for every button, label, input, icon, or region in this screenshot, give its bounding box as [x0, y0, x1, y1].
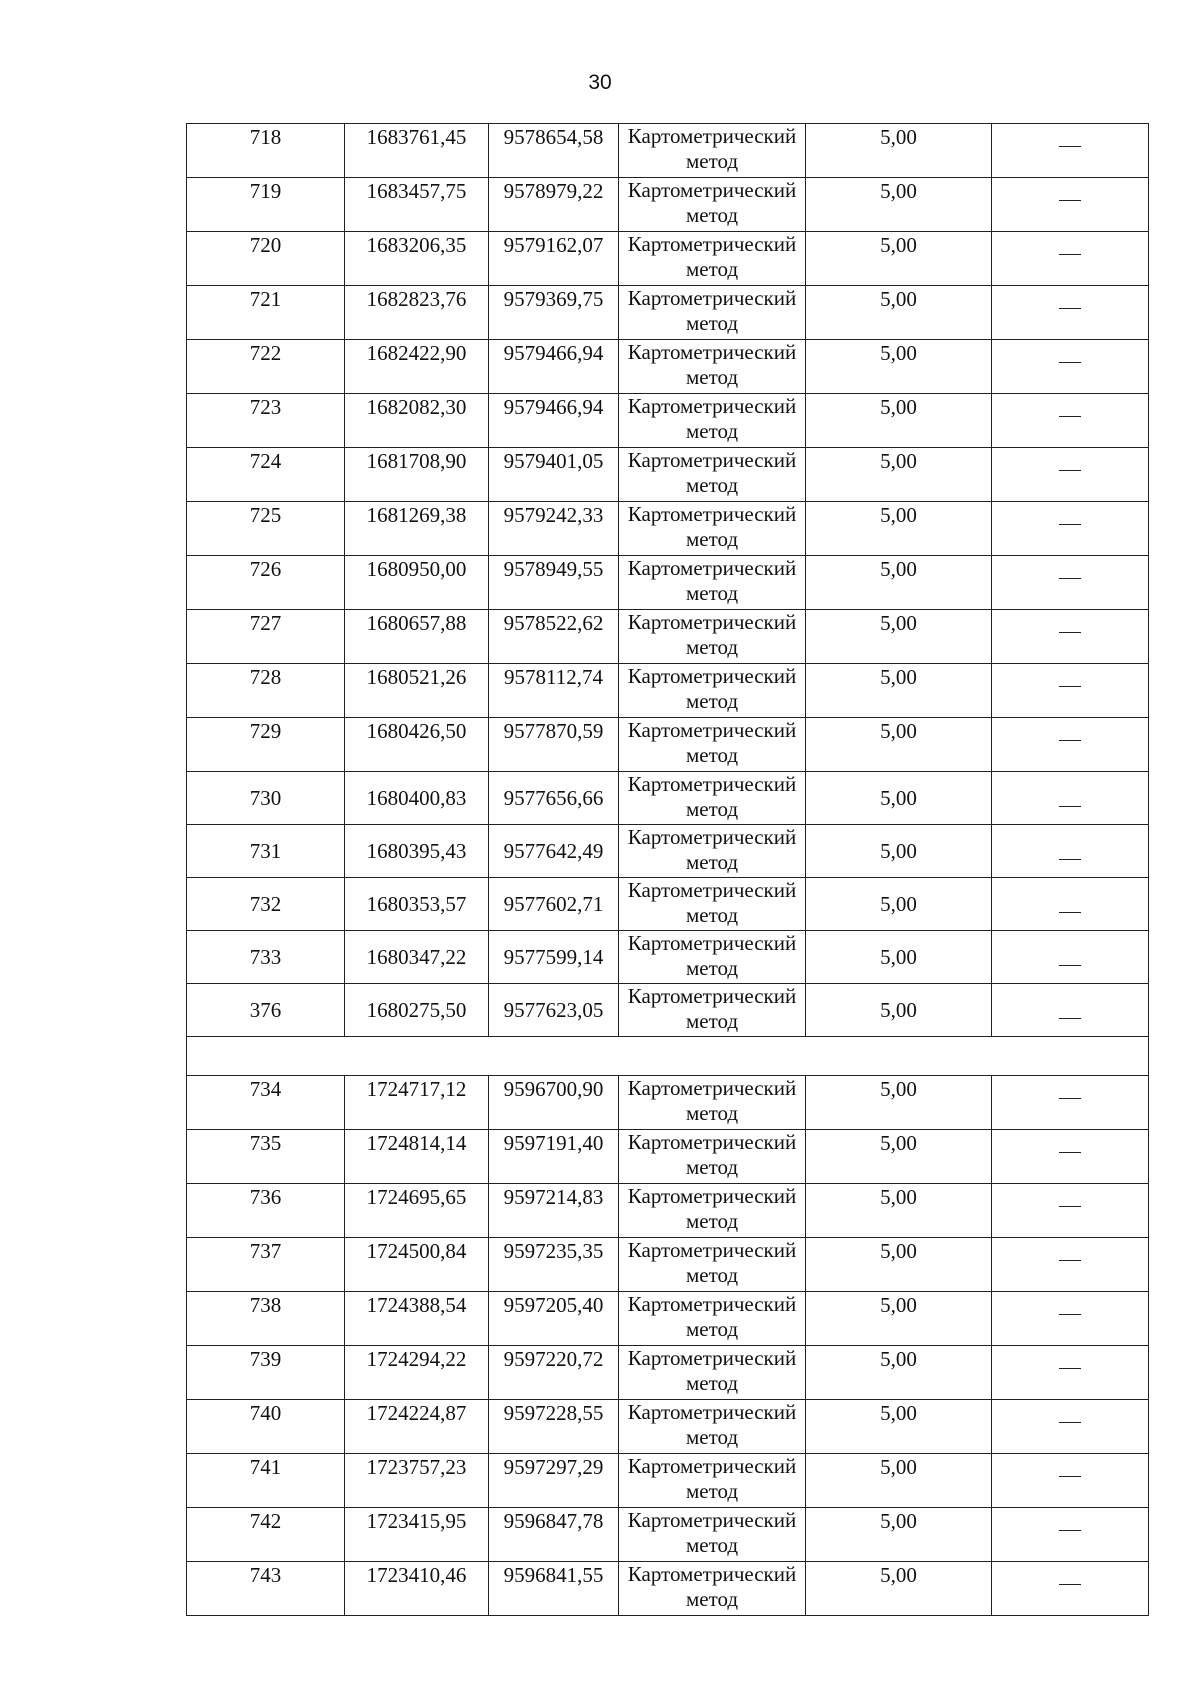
extra-cell	[992, 931, 1149, 984]
accuracy-cell: 5,00	[806, 124, 992, 178]
method-line-1: Картометрический	[627, 610, 797, 634]
table-row	[187, 878, 1149, 931]
dash-mark	[1059, 1018, 1081, 1019]
accuracy-cell: 5,00	[806, 556, 992, 610]
point-number-cell: 741	[187, 1454, 345, 1508]
accuracy-cell: 5,00	[806, 1346, 992, 1400]
method-line-1: Картометрический	[627, 1076, 797, 1100]
point-number-cell: 726	[187, 556, 345, 610]
table-row	[187, 1076, 1149, 1130]
extra-cell	[992, 178, 1149, 232]
x-coordinate-cell: 1680426,50	[345, 718, 489, 772]
table-row	[187, 772, 1149, 825]
method-cell	[619, 664, 806, 718]
extra-cell	[992, 1454, 1149, 1508]
method-line-2: метод	[685, 473, 739, 497]
accuracy-cell: 5,00	[806, 664, 992, 718]
method-cell	[619, 502, 806, 556]
extra-cell	[992, 232, 1149, 286]
method-line-2: метод	[685, 419, 739, 443]
point-number-cell: 742	[187, 1508, 345, 1562]
table-row	[187, 931, 1149, 984]
method-line-1: Картометрический	[627, 772, 797, 796]
table-row	[187, 1130, 1149, 1184]
table-row	[187, 984, 1149, 1037]
method-cell	[619, 931, 806, 984]
table-row	[187, 502, 1149, 556]
extra-cell	[992, 1184, 1149, 1238]
dash-mark	[1059, 632, 1081, 633]
x-coordinate-cell: 1724500,84	[345, 1238, 489, 1292]
method-cell	[619, 1292, 806, 1346]
extra-cell	[992, 502, 1149, 556]
point-number-cell: 727	[187, 610, 345, 664]
point-number-cell: 719	[187, 178, 345, 232]
extra-cell	[992, 1238, 1149, 1292]
method-line-2: метод	[685, 1101, 739, 1125]
contour-separator-cell	[187, 1037, 1149, 1076]
accuracy-cell: 5,00	[806, 878, 992, 931]
method-line-2: метод	[685, 635, 739, 659]
method-line-1: Картометрический	[627, 718, 797, 742]
dash-mark	[1059, 1098, 1081, 1099]
y-coordinate-cell: 9597297,29	[489, 1454, 619, 1508]
accuracy-cell: 5,00	[806, 1238, 992, 1292]
point-number-cell: 722	[187, 340, 345, 394]
y-coordinate-cell: 9578522,62	[489, 610, 619, 664]
method-cell	[619, 124, 806, 178]
extra-cell	[992, 286, 1149, 340]
point-number-cell: 733	[187, 931, 345, 984]
dash-mark	[1059, 1368, 1081, 1369]
accuracy-cell: 5,00	[806, 394, 992, 448]
extra-cell	[992, 1130, 1149, 1184]
point-number-cell: 720	[187, 232, 345, 286]
point-number-cell: 732	[187, 878, 345, 931]
method-line-2: метод	[685, 689, 739, 713]
method-cell	[619, 984, 806, 1037]
x-coordinate-cell: 1683761,45	[345, 124, 489, 178]
extra-cell	[992, 556, 1149, 610]
x-coordinate-cell: 1724695,65	[345, 1184, 489, 1238]
method-line-1: Картометрический	[627, 394, 797, 418]
dash-mark	[1059, 1530, 1081, 1531]
method-line-1: Картометрический	[627, 502, 797, 526]
method-cell	[619, 1400, 806, 1454]
dash-mark	[1059, 965, 1081, 966]
coordinates-table-body	[187, 124, 1149, 1616]
accuracy-cell: 5,00	[806, 1454, 992, 1508]
y-coordinate-cell: 9577870,59	[489, 718, 619, 772]
method-line-2: метод	[685, 1009, 739, 1033]
accuracy-cell: 5,00	[806, 232, 992, 286]
x-coordinate-cell: 1682422,90	[345, 340, 489, 394]
method-line-2: метод	[685, 203, 739, 227]
method-cell	[619, 1238, 806, 1292]
dash-mark	[1059, 416, 1081, 417]
table-row	[187, 286, 1149, 340]
y-coordinate-cell: 9578112,74	[489, 664, 619, 718]
table-row	[187, 556, 1149, 610]
method-line-2: метод	[685, 1587, 739, 1611]
method-cell	[619, 718, 806, 772]
method-line-1: Картометрический	[627, 1130, 797, 1154]
table-row	[187, 610, 1149, 664]
table-row	[187, 1508, 1149, 1562]
y-coordinate-cell: 9597191,40	[489, 1130, 619, 1184]
table-row	[187, 178, 1149, 232]
dash-mark	[1059, 1476, 1081, 1477]
method-cell	[619, 1130, 806, 1184]
method-line-1: Картометрический	[627, 1184, 797, 1208]
y-coordinate-cell: 9577656,66	[489, 772, 619, 825]
x-coordinate-cell: 1724224,87	[345, 1400, 489, 1454]
x-coordinate-cell: 1683206,35	[345, 232, 489, 286]
extra-cell	[992, 124, 1149, 178]
accuracy-cell: 5,00	[806, 931, 992, 984]
dash-mark	[1059, 686, 1081, 687]
point-number-cell: 735	[187, 1130, 345, 1184]
method-cell	[619, 825, 806, 878]
table-row	[187, 718, 1149, 772]
extra-cell	[992, 1292, 1149, 1346]
dash-mark	[1059, 859, 1081, 860]
extra-cell	[992, 448, 1149, 502]
table-row	[187, 1454, 1149, 1508]
dash-mark	[1059, 912, 1081, 913]
method-line-2: метод	[685, 850, 739, 874]
extra-cell	[992, 984, 1149, 1037]
point-number-cell: 721	[187, 286, 345, 340]
x-coordinate-cell: 1723410,46	[345, 1562, 489, 1616]
method-line-1: Картометрический	[627, 931, 797, 955]
extra-cell	[992, 610, 1149, 664]
method-line-1: Картометрический	[627, 340, 797, 364]
accuracy-cell: 5,00	[806, 1076, 992, 1130]
x-coordinate-cell: 1682823,76	[345, 286, 489, 340]
x-coordinate-cell: 1680395,43	[345, 825, 489, 878]
y-coordinate-cell: 9579466,94	[489, 340, 619, 394]
y-coordinate-cell: 9597220,72	[489, 1346, 619, 1400]
method-line-2: метод	[685, 1371, 739, 1395]
method-line-2: метод	[685, 1263, 739, 1287]
table-row	[187, 232, 1149, 286]
dash-mark	[1059, 578, 1081, 579]
method-cell	[619, 232, 806, 286]
method-cell	[619, 556, 806, 610]
extra-cell	[992, 825, 1149, 878]
accuracy-cell: 5,00	[806, 502, 992, 556]
x-coordinate-cell: 1680950,00	[345, 556, 489, 610]
y-coordinate-cell: 9597205,40	[489, 1292, 619, 1346]
accuracy-cell: 5,00	[806, 984, 992, 1037]
table-row	[187, 394, 1149, 448]
extra-cell	[992, 664, 1149, 718]
extra-cell	[992, 1508, 1149, 1562]
extra-cell	[992, 1346, 1149, 1400]
contour-separator-row	[187, 1037, 1149, 1076]
method-cell	[619, 1562, 806, 1616]
y-coordinate-cell: 9578949,55	[489, 556, 619, 610]
point-number-cell: 724	[187, 448, 345, 502]
dash-mark	[1059, 806, 1081, 807]
method-line-2: метод	[685, 257, 739, 281]
extra-cell	[992, 340, 1149, 394]
accuracy-cell: 5,00	[806, 1292, 992, 1346]
extra-cell	[992, 1400, 1149, 1454]
dash-mark	[1059, 1314, 1081, 1315]
point-number-cell: 736	[187, 1184, 345, 1238]
dash-mark	[1059, 146, 1081, 147]
point-number-cell: 376	[187, 984, 345, 1037]
method-cell	[619, 394, 806, 448]
method-line-1: Картометрический	[627, 825, 797, 849]
point-number-cell: 723	[187, 394, 345, 448]
method-line-1: Картометрический	[627, 1400, 797, 1424]
x-coordinate-cell: 1683457,75	[345, 178, 489, 232]
y-coordinate-cell: 9579401,05	[489, 448, 619, 502]
x-coordinate-cell: 1682082,30	[345, 394, 489, 448]
dash-mark	[1059, 470, 1081, 471]
method-line-1: Картометрический	[627, 878, 797, 902]
y-coordinate-cell: 9577623,05	[489, 984, 619, 1037]
y-coordinate-cell: 9578979,22	[489, 178, 619, 232]
method-cell	[619, 1508, 806, 1562]
y-coordinate-cell: 9577642,49	[489, 825, 619, 878]
method-cell	[619, 610, 806, 664]
y-coordinate-cell: 9596841,55	[489, 1562, 619, 1616]
method-line-2: метод	[685, 527, 739, 551]
method-cell	[619, 1184, 806, 1238]
accuracy-cell: 5,00	[806, 610, 992, 664]
point-number-cell: 738	[187, 1292, 345, 1346]
method-line-2: метод	[685, 149, 739, 173]
method-line-2: метод	[685, 1533, 739, 1557]
method-cell	[619, 286, 806, 340]
dash-mark	[1059, 1422, 1081, 1423]
extra-cell	[992, 1076, 1149, 1130]
point-number-cell: 730	[187, 772, 345, 825]
method-cell	[619, 340, 806, 394]
point-number-cell: 739	[187, 1346, 345, 1400]
method-line-2: метод	[685, 797, 739, 821]
method-line-1: Картометрический	[627, 124, 797, 148]
table-row	[187, 664, 1149, 718]
point-number-cell: 718	[187, 124, 345, 178]
dash-mark	[1059, 1206, 1081, 1207]
accuracy-cell: 5,00	[806, 718, 992, 772]
method-line-2: метод	[685, 1317, 739, 1341]
x-coordinate-cell: 1681708,90	[345, 448, 489, 502]
x-coordinate-cell: 1724717,12	[345, 1076, 489, 1130]
method-line-1: Картометрический	[627, 984, 797, 1008]
accuracy-cell: 5,00	[806, 1400, 992, 1454]
table-row	[187, 124, 1149, 178]
dash-mark	[1059, 200, 1081, 201]
point-number-cell: 729	[187, 718, 345, 772]
point-number-cell: 731	[187, 825, 345, 878]
point-number-cell: 725	[187, 502, 345, 556]
y-coordinate-cell: 9577599,14	[489, 931, 619, 984]
method-line-1: Картометрический	[627, 556, 797, 580]
x-coordinate-cell: 1680657,88	[345, 610, 489, 664]
accuracy-cell: 5,00	[806, 1562, 992, 1616]
method-line-1: Картометрический	[627, 664, 797, 688]
method-line-1: Картометрический	[627, 448, 797, 472]
method-cell	[619, 772, 806, 825]
method-line-1: Картометрический	[627, 1238, 797, 1262]
accuracy-cell: 5,00	[806, 286, 992, 340]
x-coordinate-cell: 1723757,23	[345, 1454, 489, 1508]
point-number-cell: 743	[187, 1562, 345, 1616]
method-line-1: Картометрический	[627, 286, 797, 310]
y-coordinate-cell: 9579242,33	[489, 502, 619, 556]
table-row	[187, 448, 1149, 502]
method-line-2: метод	[685, 365, 739, 389]
accuracy-cell: 5,00	[806, 178, 992, 232]
extra-cell	[992, 878, 1149, 931]
table-row	[187, 1400, 1149, 1454]
x-coordinate-cell: 1724814,14	[345, 1130, 489, 1184]
dash-mark	[1059, 1152, 1081, 1153]
table-row	[187, 1346, 1149, 1400]
method-line-2: метод	[685, 1425, 739, 1449]
x-coordinate-cell: 1724294,22	[345, 1346, 489, 1400]
dash-mark	[1059, 1584, 1081, 1585]
table-row	[187, 340, 1149, 394]
table-row	[187, 1184, 1149, 1238]
method-line-1: Картометрический	[627, 1346, 797, 1370]
y-coordinate-cell: 9597228,55	[489, 1400, 619, 1454]
y-coordinate-cell: 9597214,83	[489, 1184, 619, 1238]
method-cell	[619, 178, 806, 232]
y-coordinate-cell: 9596847,78	[489, 1508, 619, 1562]
accuracy-cell: 5,00	[806, 825, 992, 878]
extra-cell	[992, 772, 1149, 825]
dash-mark	[1059, 1260, 1081, 1261]
method-line-1: Картометрический	[627, 1508, 797, 1532]
table-row	[187, 1292, 1149, 1346]
point-number-cell: 737	[187, 1238, 345, 1292]
y-coordinate-cell: 9579369,75	[489, 286, 619, 340]
point-number-cell: 734	[187, 1076, 345, 1130]
x-coordinate-cell: 1680400,83	[345, 772, 489, 825]
method-line-2: метод	[685, 956, 739, 980]
dash-mark	[1059, 362, 1081, 363]
method-cell	[619, 1346, 806, 1400]
point-number-cell: 728	[187, 664, 345, 718]
method-line-2: метод	[685, 1479, 739, 1503]
dash-mark	[1059, 308, 1081, 309]
extra-cell	[992, 718, 1149, 772]
method-line-1: Картометрический	[627, 232, 797, 256]
dash-mark	[1059, 740, 1081, 741]
x-coordinate-cell: 1723415,95	[345, 1508, 489, 1562]
point-number-cell: 740	[187, 1400, 345, 1454]
method-cell	[619, 1076, 806, 1130]
method-cell	[619, 1454, 806, 1508]
y-coordinate-cell: 9596700,90	[489, 1076, 619, 1130]
x-coordinate-cell: 1681269,38	[345, 502, 489, 556]
x-coordinate-cell: 1680275,50	[345, 984, 489, 1037]
method-line-1: Картометрический	[627, 1292, 797, 1316]
method-cell	[619, 878, 806, 931]
accuracy-cell: 5,00	[806, 1508, 992, 1562]
y-coordinate-cell: 9597235,35	[489, 1238, 619, 1292]
x-coordinate-cell: 1680347,22	[345, 931, 489, 984]
accuracy-cell: 5,00	[806, 1130, 992, 1184]
table-row	[187, 825, 1149, 878]
dash-mark	[1059, 524, 1081, 525]
dash-mark	[1059, 254, 1081, 255]
table-row	[187, 1562, 1149, 1616]
extra-cell	[992, 1562, 1149, 1616]
method-line-2: метод	[685, 1209, 739, 1233]
accuracy-cell: 5,00	[806, 1184, 992, 1238]
x-coordinate-cell: 1724388,54	[345, 1292, 489, 1346]
method-line-1: Картометрический	[627, 1562, 797, 1586]
x-coordinate-cell: 1680353,57	[345, 878, 489, 931]
y-coordinate-cell: 9579466,94	[489, 394, 619, 448]
coordinates-table	[186, 123, 1149, 1616]
method-line-2: метод	[685, 311, 739, 335]
accuracy-cell: 5,00	[806, 448, 992, 502]
y-coordinate-cell: 9578654,58	[489, 124, 619, 178]
method-line-2: метод	[685, 743, 739, 767]
method-line-2: метод	[685, 1155, 739, 1179]
method-cell	[619, 448, 806, 502]
table-row	[187, 1238, 1149, 1292]
method-line-2: метод	[685, 581, 739, 605]
y-coordinate-cell: 9579162,07	[489, 232, 619, 286]
page-number: 30	[588, 71, 612, 94]
extra-cell	[992, 394, 1149, 448]
accuracy-cell: 5,00	[806, 772, 992, 825]
method-line-1: Картометрический	[627, 1454, 797, 1478]
y-coordinate-cell: 9577602,71	[489, 878, 619, 931]
method-line-2: метод	[685, 903, 739, 927]
method-line-1: Картометрический	[627, 178, 797, 202]
accuracy-cell: 5,00	[806, 340, 992, 394]
x-coordinate-cell: 1680521,26	[345, 664, 489, 718]
